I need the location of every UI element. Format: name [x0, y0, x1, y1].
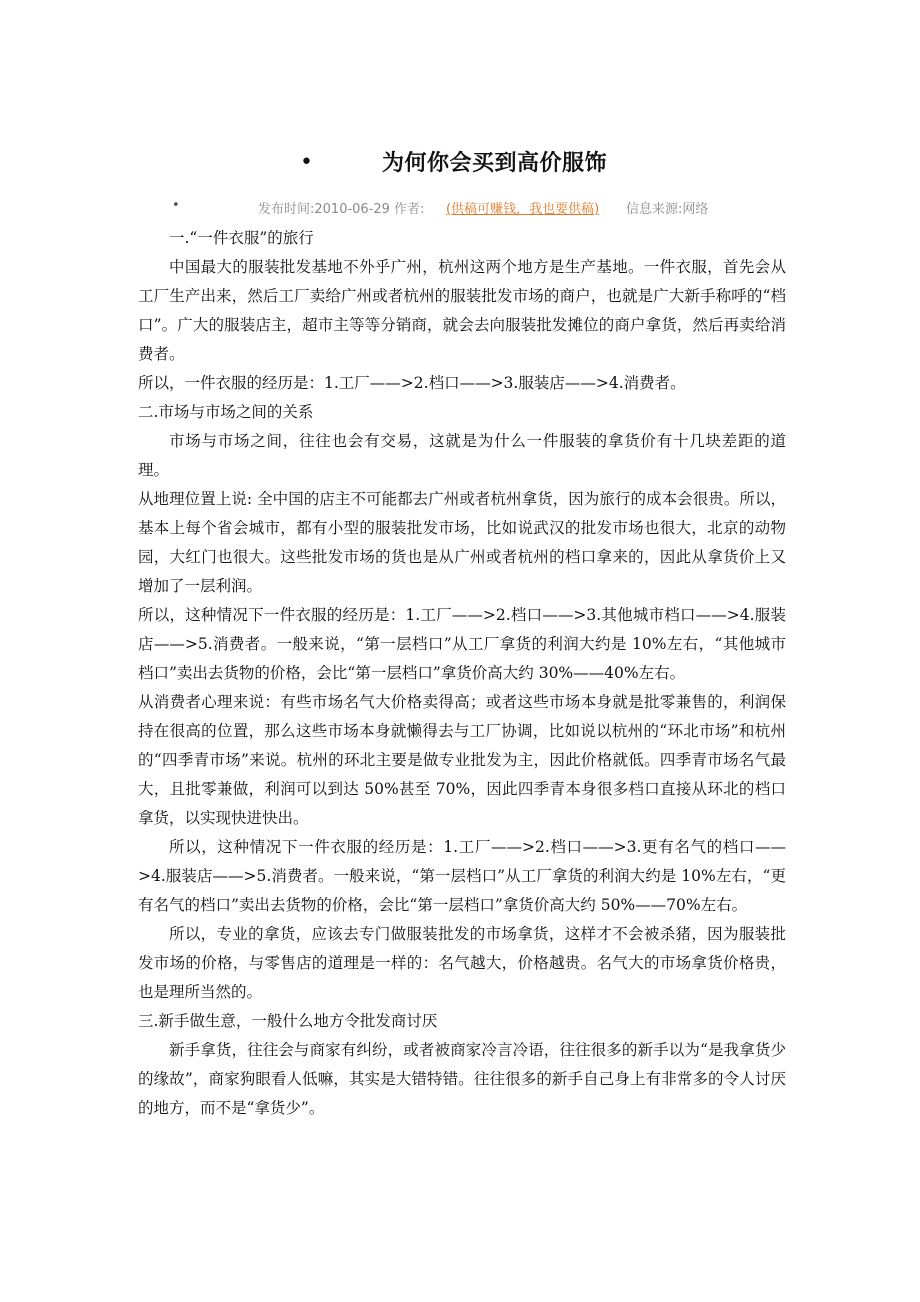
paragraph: 从消费者心理来说：有些市场名气大价格卖得高；或者这些市场本身就是批零兼售的，利润保持在很高的位置，那么这些市场本身就懒得去与工厂协调，比如说以杭州的“环北市场”和杭州的“四季青市场”来说。杭州的环北主要是做专业批发为主，因此价格就低。四季青市场名气最大，且批零兼做，利润可以到达 50%甚至 70%，因此四季青本身很多档口直接从环北的档口拿货，以实现快进快出。 [138, 693, 786, 827]
meta-bullet: • [172, 198, 180, 213]
article-title-row [290, 146, 690, 180]
title-bullet: • [300, 150, 313, 175]
paragraph: 所以，一件衣服的经历是：1.工厂——>2.档口——>3.服装店——>4.消费者。 [138, 374, 686, 392]
paragraph: 所以，专业的拿货，应该去专门做服装批发的市场拿货，这样才不会被杀猪，因为服装批发市场的价格，与零售店的道理是一样的：名气越大，价格越贵。名气大的市场拿货价格贵，也是理所当然的。 [138, 925, 786, 1001]
section-heading-2: 二.市场与市场之间的关系 [138, 403, 314, 421]
contribute-link[interactable]: (供稿可赚钱，我也要供稿) [446, 202, 600, 217]
article-title: 为何你会买到高价服饰 [382, 151, 608, 176]
paragraph: 从地理位置上说: 全中国的店主不可能都去广州或者杭州拿货，因为旅行的成本会很贵。所以，基本上每个省会城市，都有小型的服装批发市场，比如说武汉的批发市场也很大，北京的动物园，大红门也很大。这些批发市场的货也是从广州或者杭州的档口拿来的，因此从拿货价上又增加了一层利润。 [138, 490, 786, 595]
section-heading-1: 一.“一件衣服”的旅行 [169, 229, 314, 247]
publish-date: 发布时间:2010-06-29 作者: [258, 202, 425, 217]
paragraph: 新手拿货，往往会与商家有纠纷，或者被商家冷言冷语，往往很多的新手以为“是我拿货少的缘故”，商家狗眼看人低嘛，其实是大错特错。往往很多的新手自己身上有非常多的令人讨厌的地方，而不是“拿货少”。 [138, 1041, 786, 1117]
info-source: 信息来源:网络 [626, 202, 709, 217]
paragraph: 市场与市场之间，往往也会有交易，这就是为什么一件服装的拿货价有十几块差距的道理。 [138, 432, 786, 479]
paragraph: 所以，这种情况下一件衣服的经历是：1.工厂——>2.档口——>3.其他城市档口——>4.服装店——>5.消费者。一般来说，“第一层档口”从工厂拿货的利润大约是 10%左右，“其他城市档口”卖出去货物的价格，会比“第一层档口”拿货价高大约 30%——40%左右。 [138, 606, 786, 682]
article-body [138, 224, 786, 1123]
article-meta [170, 198, 790, 220]
section-heading-3: 三.新手做生意，一般什么地方令批发商讨厌 [138, 1012, 438, 1030]
paragraph: 中国最大的服装批发基地不外乎广州，杭州这两个地方是生产基地。一件衣服，首先会从工厂生产出来，然后工厂卖给广州或者杭州的服装批发市场的商户，也就是广大新手称呼的“档口”。广大的服装店主，超市主等等分销商，就会去向服装批发摊位的商户拿货，然后再卖给消费者。 [138, 258, 786, 363]
paragraph: 所以，这种情况下一件衣服的经历是：1.工厂——>2.档口——>3.更有名气的档口——>4.服装店——>5.消费者。一般来说，“第一层档口”从工厂拿货的利润大约是 10%左右，“更有名气的档口”卖出去货物的价格，会比“第一层档口”拿货价高大约 50%——70%左右。 [138, 838, 786, 914]
